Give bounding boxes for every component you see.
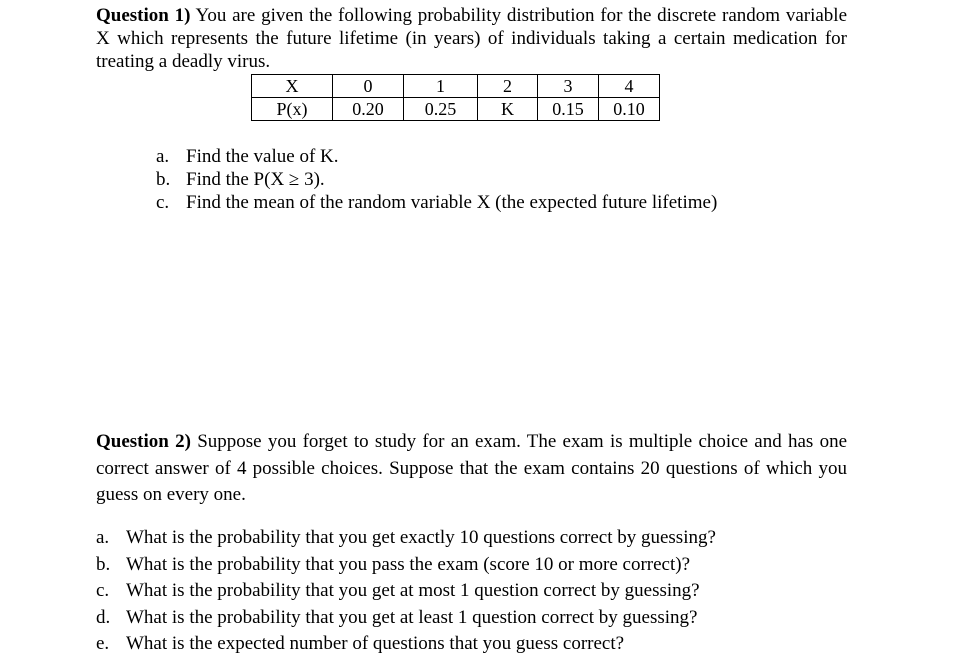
table-cell: 0.20 [333,98,404,121]
list-item [96,578,716,605]
list-item [96,552,716,579]
question-2-label: Question 2) [96,431,191,452]
item-text: What is the probability that you get exactly 10 questions correct by guessing? [126,527,716,548]
table-cell: 0.25 [404,98,478,121]
list-item [96,605,716,632]
question-1-parts [156,145,717,214]
table-cell: P(x) [252,98,333,121]
item-marker: c. [96,580,110,601]
item-text: What is the probability that you pass the exam (score 10 or more correct)? [126,553,690,575]
question-2-intro [96,429,847,509]
question-1-text: You are given the following probability distribution for the discrete random variable X which represents the future lifetime (in years) of individuals taking a certain medication for treating a deadly virus. [96,5,847,72]
table-row-px [252,98,660,121]
table-cell: 4 [599,75,660,98]
item-marker: a. [96,527,110,548]
table-row-x [252,75,660,98]
list-item [96,525,716,552]
item-text: Find the value of K. [186,146,339,167]
item-marker: c. [156,192,170,213]
question-2-parts [96,525,716,658]
question-1-label: Question 1) [96,5,191,26]
probability-distribution-table [251,74,660,121]
item-text: Find the P(X ≥ 3). [186,169,325,190]
list-item [96,631,716,658]
table-cell: K [478,98,538,121]
question-1-intro [96,4,847,73]
table-cell: 1 [404,75,478,98]
list-item [156,191,717,214]
table-cell: X [252,75,333,98]
table-cell: 0.15 [538,98,599,121]
item-marker: b. [156,169,171,190]
table-cell: 0 [333,75,404,98]
item-text: What is the probability that you get at least 1 question correct by guessing? [126,606,698,628]
item-marker: a. [156,146,170,167]
table-cell: 2 [478,75,538,98]
list-item [156,145,717,168]
item-text: What is the probability that you get at most 1 question correct by guessing? [126,580,700,601]
item-marker: b. [96,553,111,575]
item-marker: d. [96,606,111,628]
question-2-text: Suppose you forget to study for an exam. The exam is multiple choice and has one correct answer of 4 possible choices. Suppose that the exam contains 20 questions of which you guess on every one. [96,431,847,505]
item-text: What is the expected number of questions that you guess correct? [126,633,625,654]
item-text: Find the mean of the random variable X (the expected future lifetime) [186,192,718,213]
table-cell: 0.10 [599,98,660,121]
item-marker: e. [96,633,110,654]
list-item [156,168,717,191]
table-cell: 3 [538,75,599,98]
